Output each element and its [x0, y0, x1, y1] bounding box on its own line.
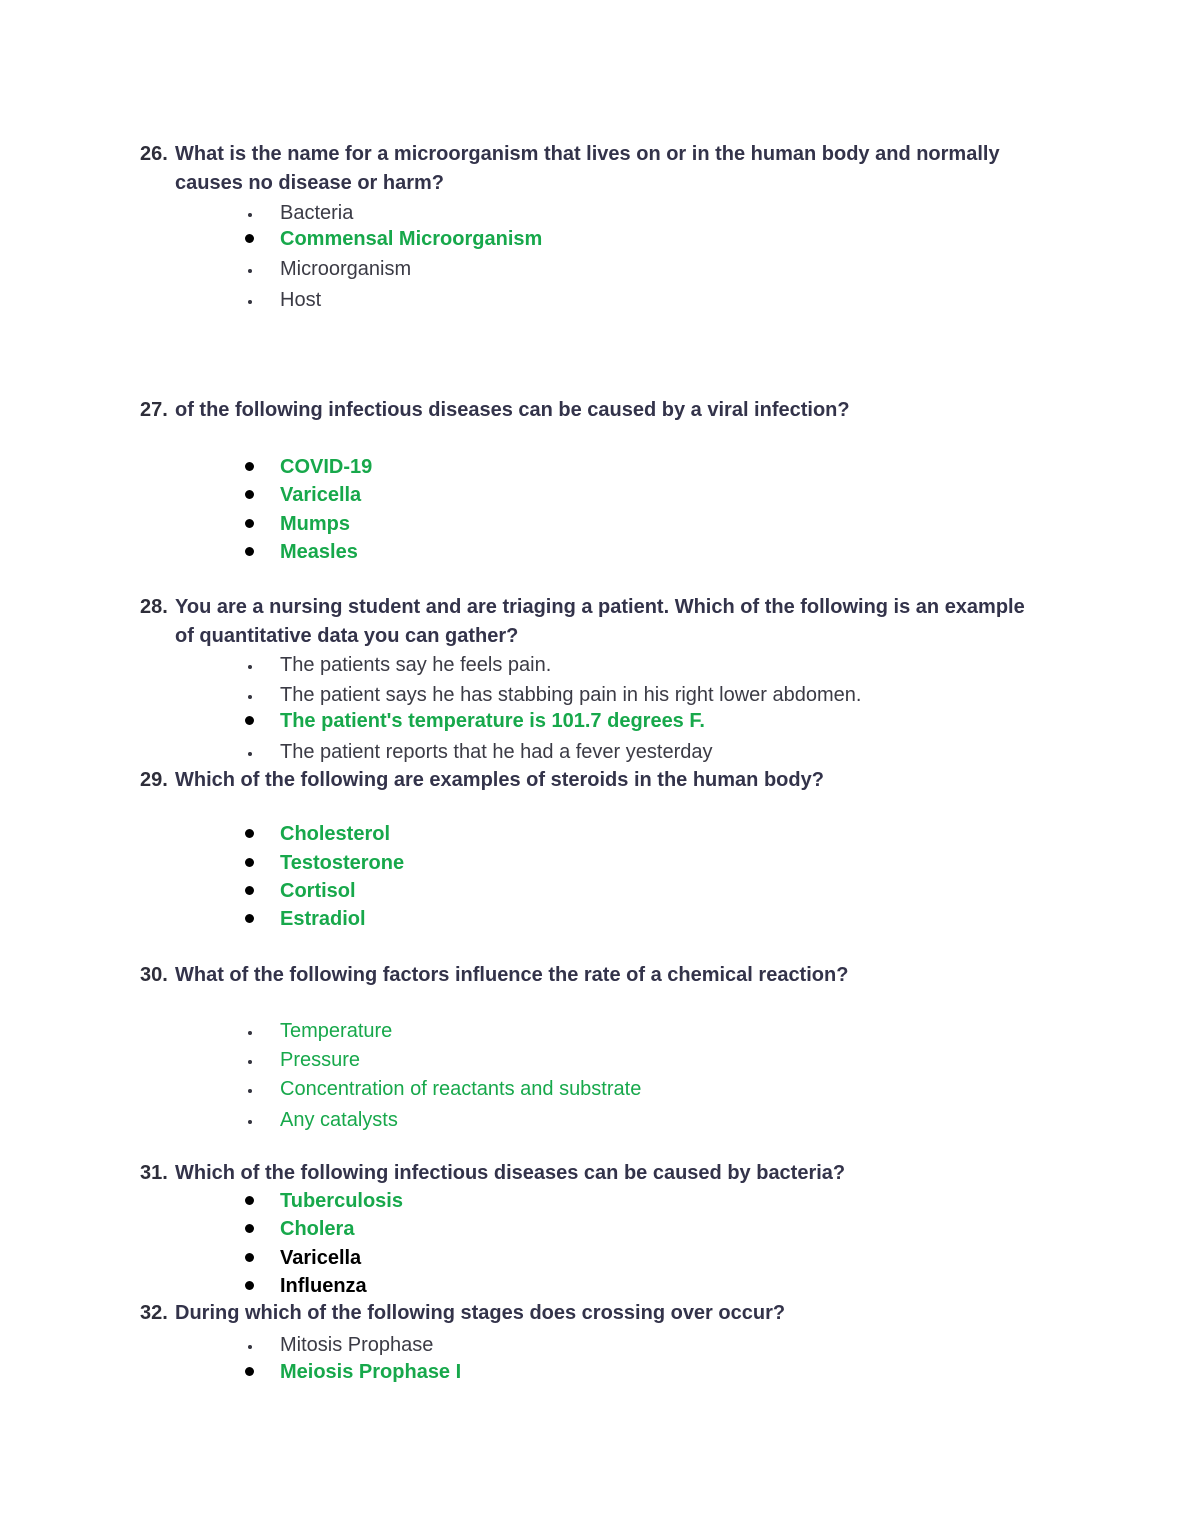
question-text: of the following infectious diseases can be caused by a viral infection? [175, 399, 850, 421]
bullet-icon [245, 490, 254, 499]
bullet-icon [248, 300, 252, 304]
correct-option-text: Meiosis Prophase I [280, 1361, 462, 1383]
bullet-icon [245, 1367, 254, 1376]
correct-option-text: Any catalysts [280, 1109, 398, 1131]
correct-option-text: Commensal Microorganism [280, 228, 543, 250]
correct-option-text: Cortisol [280, 880, 356, 902]
question-number: 29. [140, 769, 168, 791]
correct-option-text: COVID-19 [280, 456, 373, 478]
correct-option-text: Temperature [280, 1020, 393, 1042]
question-text: of quantitative data you can gather? [175, 625, 519, 647]
question-text: During which of the following stages does crossing over occur? [175, 1302, 786, 1324]
bullet-icon [248, 1345, 252, 1349]
correct-option-text: Cholera [280, 1218, 355, 1240]
question-number: 28. [140, 596, 168, 618]
bullet-icon [248, 1120, 252, 1124]
question-number: 26. [140, 143, 168, 165]
bullet-icon [245, 1196, 254, 1205]
question-text: You are a nursing student and are triaging a patient. Which of the following is an example [175, 596, 1025, 618]
option-text: The patients say he feels pain. [280, 654, 552, 676]
question-text: causes no disease or harm? [175, 172, 445, 194]
bullet-icon [245, 829, 254, 838]
correct-option-text: Testosterone [280, 852, 405, 874]
option-text: Host [280, 289, 322, 311]
bullet-icon [245, 858, 254, 867]
question-number: 27. [140, 399, 168, 421]
correct-option-text: Mumps [280, 513, 350, 535]
option-text: Influenza [280, 1275, 367, 1297]
bullet-icon [245, 234, 254, 243]
question-text: Which of the following are examples of steroids in the human body? [175, 769, 824, 791]
option-text: Bacteria [280, 202, 354, 224]
bullet-icon [248, 695, 252, 699]
bullet-icon [248, 665, 252, 669]
bullet-icon [245, 1253, 254, 1262]
correct-option-text: Varicella [280, 484, 362, 506]
question-text: What is the name for a microorganism that lives on or in the human body and normally [175, 143, 1000, 165]
bullet-icon [245, 1281, 254, 1290]
question-text: Which of the following infectious diseases can be caused by bacteria? [175, 1162, 846, 1184]
correct-option-text: Concentration of reactants and substrate [280, 1078, 642, 1100]
correct-option-text: Cholesterol [280, 823, 391, 845]
option-text: Microorganism [280, 258, 412, 280]
question-number: 32. [140, 1302, 168, 1324]
bullet-icon [248, 213, 252, 217]
option-text: Mitosis Prophase [280, 1334, 434, 1356]
question-text: What of the following factors influence the rate of a chemical reaction? [175, 964, 849, 986]
option-text: The patient reports that he had a fever yesterday [280, 741, 713, 763]
question-number: 30. [140, 964, 168, 986]
bullet-icon [245, 914, 254, 923]
correct-option-text: Measles [280, 541, 358, 563]
bullet-icon [248, 752, 252, 756]
correct-option-text: Pressure [280, 1049, 361, 1071]
bullet-icon [245, 1224, 254, 1233]
bullet-icon [245, 462, 254, 471]
question-number: 31. [140, 1162, 168, 1184]
correct-option-text: The patient's temperature is 101.7 degrees F. [280, 710, 705, 732]
option-text: Varicella [280, 1247, 362, 1269]
bullet-icon [245, 519, 254, 528]
option-text: The patient says he has stabbing pain in his right lower abdomen. [280, 684, 862, 706]
bullet-icon [248, 1031, 252, 1035]
bullet-icon [245, 886, 254, 895]
bullet-icon [248, 269, 252, 273]
bullet-icon [245, 716, 254, 725]
bullet-icon [248, 1089, 252, 1093]
correct-option-text: Estradiol [280, 908, 366, 930]
bullet-icon [245, 547, 254, 556]
bullet-icon [248, 1060, 252, 1064]
correct-option-text: Tuberculosis [280, 1190, 403, 1212]
